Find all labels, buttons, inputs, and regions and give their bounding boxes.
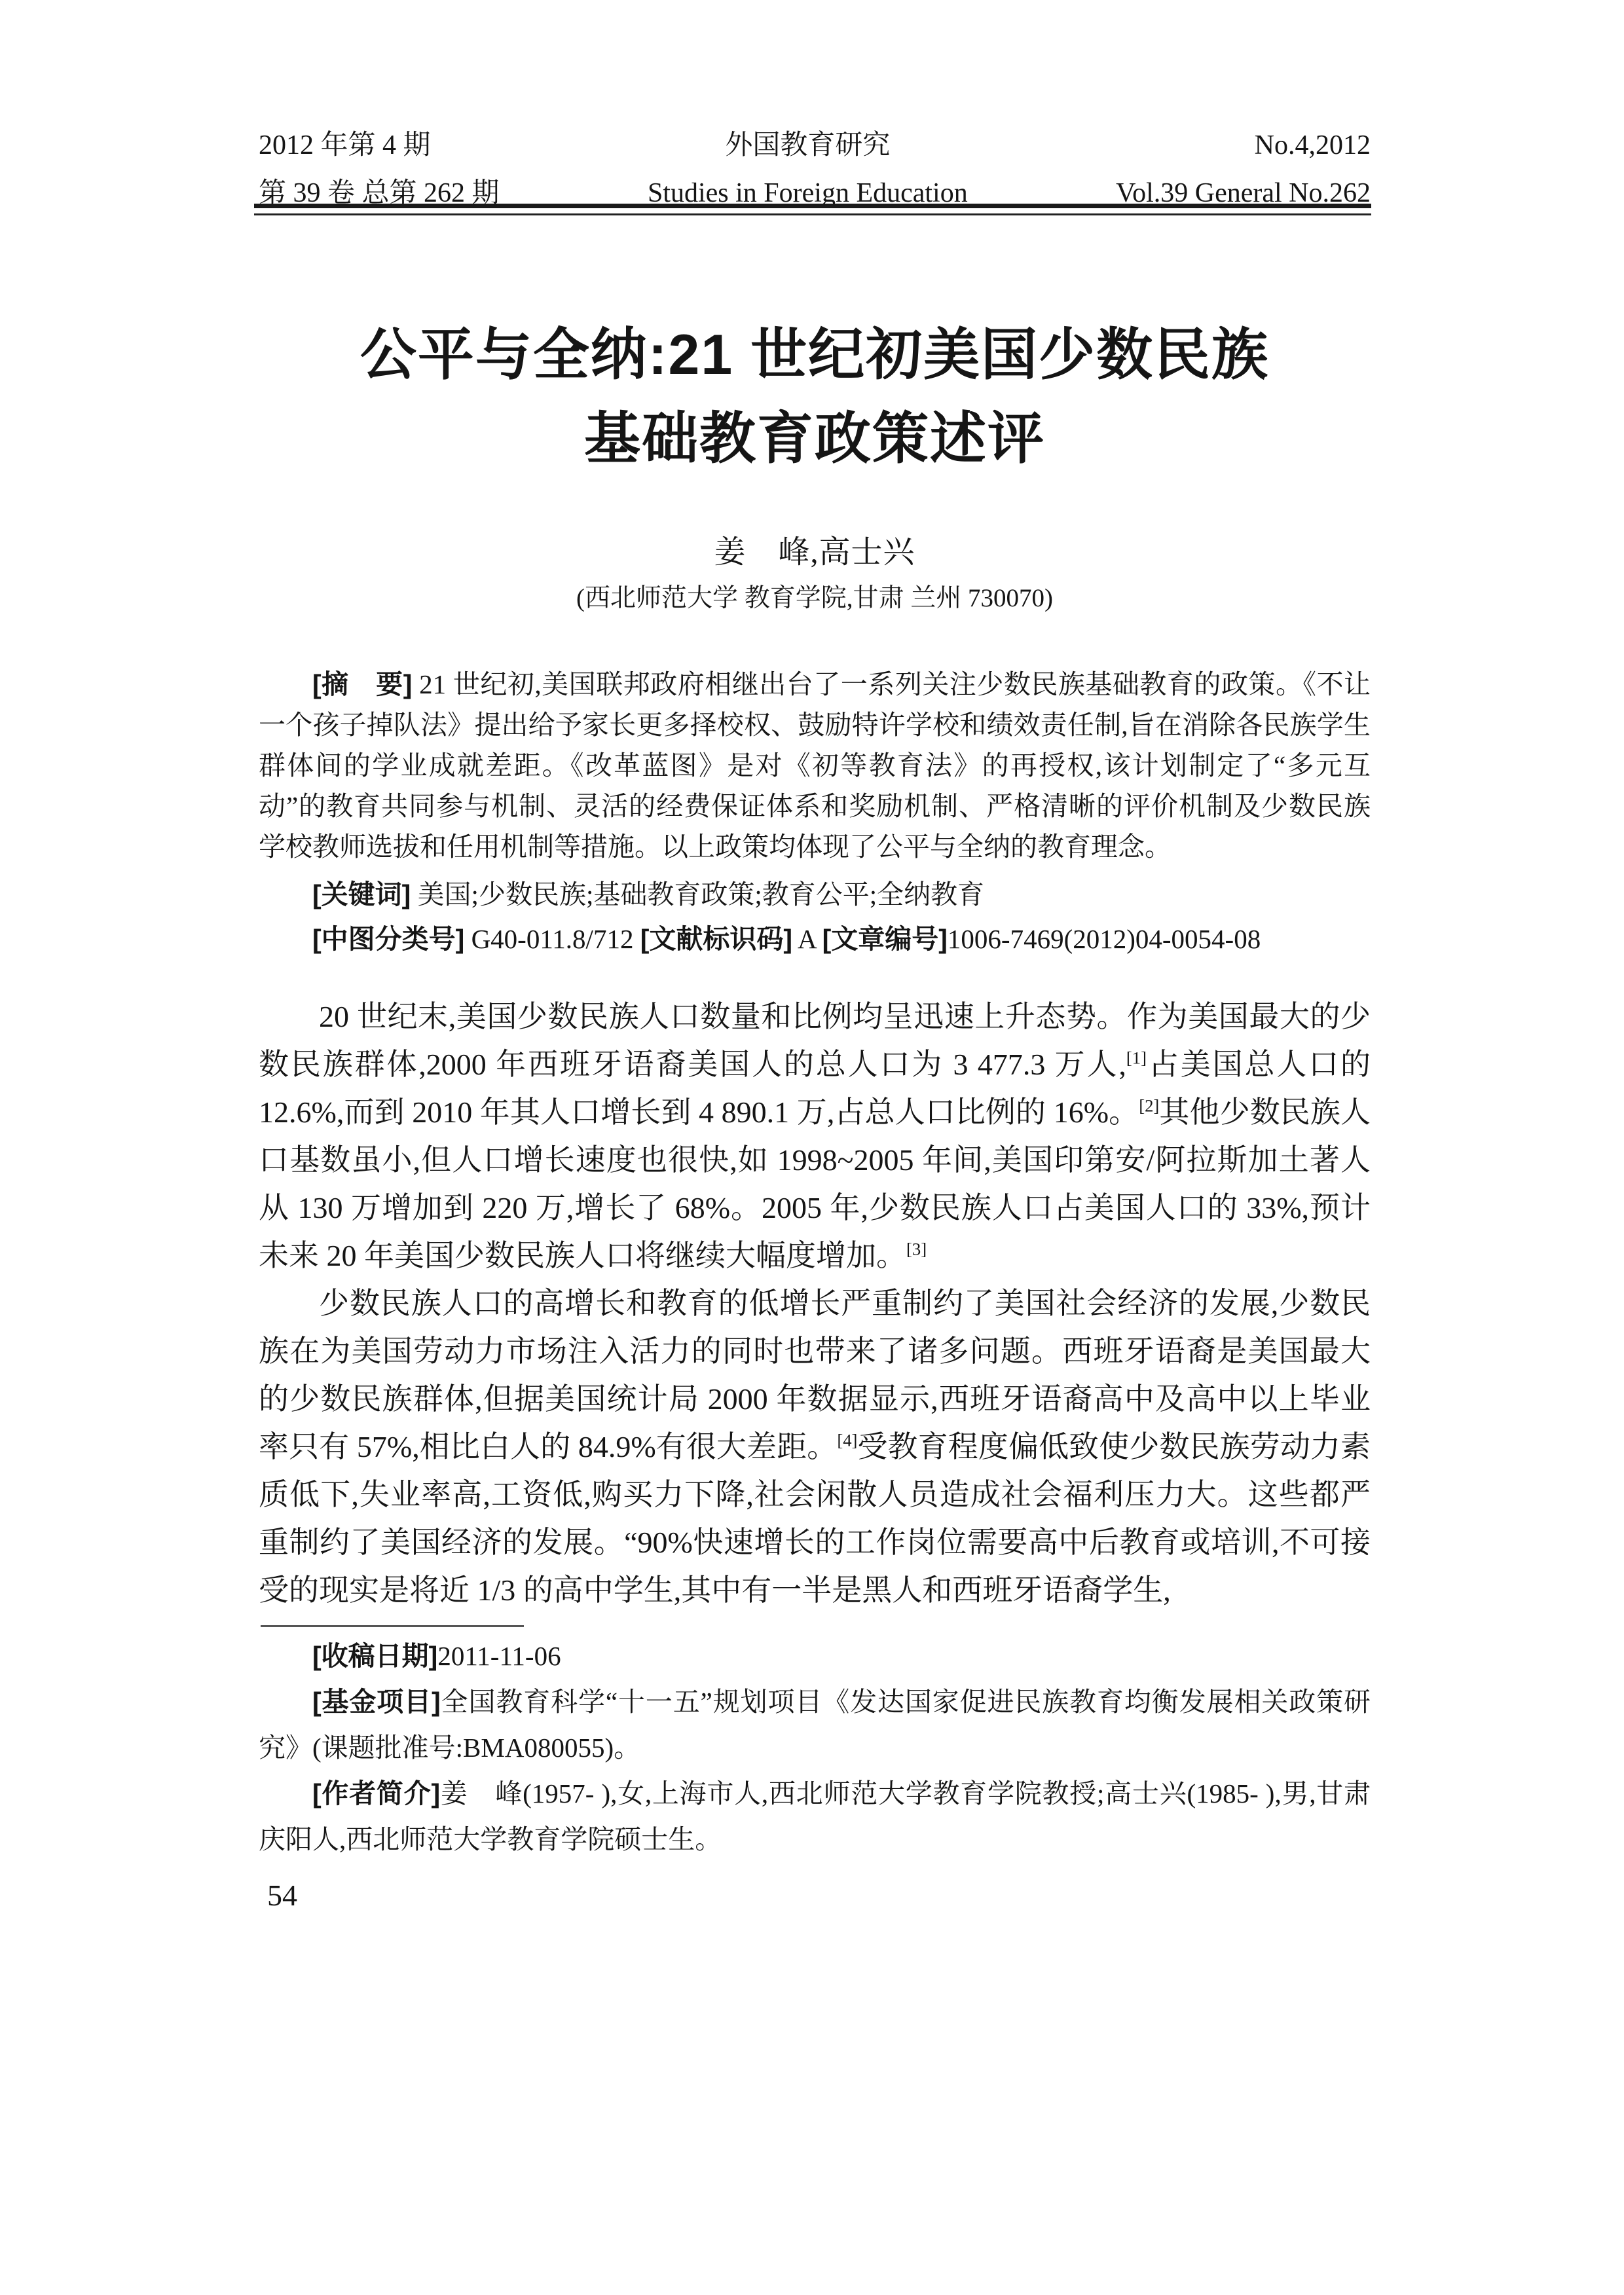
clc-line: [259, 921, 1371, 957]
author-bio-text: 姜 峰(1957- ),女,上海市人,西北师范大学教育学院教授;高士兴(1985- ),男,甘肃庆阳人,西北师范大学教育学院硕士生。: [259, 1778, 1371, 1854]
article-title-line1: 公平与全纳:21 世纪初美国少数民族: [360, 323, 1270, 386]
abstract-text: 21 世纪初,美国联邦政府相继出台了一系列关注少数民族基础教育的政策。《不让一个孩子掉队法》提出给予家长更多择校权、鼓励特许学校和绩效责任制,旨在消除各民族学生群体间的学业成就差距。《改革蓝图》是对《初等教育法》的再授权,该计划制定了“多元互动”的教育共同参与机制、灵活的经费保证体系和奖励机制、严格清晰的评价机制及少数民族学校教师选拔和任用机制等措施。以上政策均体现了公平与全纳的教育理念。: [259, 669, 1371, 862]
abstract-label: [摘 要]: [312, 669, 413, 699]
article-id-value: 1006-7469(2012)04-0054-08: [947, 924, 1261, 954]
doc-code-value: A: [792, 924, 822, 954]
footnotes: [259, 1633, 1371, 1862]
journal-name-en: Studies in Foreign Education: [647, 178, 968, 208]
fund-project: [259, 1679, 1371, 1771]
fund-project-label: [基金项目]: [312, 1687, 441, 1717]
doc-code-label: [文献标识码]: [640, 924, 793, 954]
abstract: [259, 664, 1371, 867]
clc-value: G40-011.8/712: [464, 924, 640, 954]
article-title: [259, 313, 1371, 481]
received-date-value: 2011-11-06: [437, 1641, 561, 1671]
journal-name-cn: 外国教育研究: [725, 130, 891, 160]
article-id-label: [文章编号]: [822, 924, 948, 954]
fund-project-text: 全国教育科学“十一五”规划项目《发达国家促进民族教育均衡发展相关政策研究》(课题批准号:BMA080055)。: [259, 1687, 1371, 1763]
author-bio: [259, 1771, 1371, 1862]
clc-label: [中图分类号]: [312, 924, 465, 954]
body-paragraph-2: 少数民族人口的高增长和教育的低增长严重制约了美国社会经济的发展,少数民族在为美国劳动力市场注入活力的同时也带来了诸多问题。西班牙语裔是美国最大的少数民族群体,但据美国统计局 2000 年数据显示,西班牙语裔高中及高中以上毕业率只有 57%,相比白人的 84.9%有很大差距。[4]受教育程度偏低致使少数民族劳动力素质低下,失业率高,工资低,购买力下降,社会闲散人员造成社会福利压力大。这些都严重制约了美国经济的发展。“90%快速增长的工作岗位需要高中后教育或培训,不可接受的现实是将近 1/3 的高中学生,其中有一半是黑人和西班牙语裔学生,: [259, 1287, 1371, 1607]
authors: 姜 峰,高士兴: [714, 535, 915, 570]
keywords-text: 美国;少数民族;基础教育政策;教育公平;全纳教育: [411, 879, 985, 909]
keywords-label: [关键词]: [312, 879, 411, 909]
keywords: [259, 876, 1371, 913]
header-vol-general: Vol.39 General No.262: [1116, 178, 1371, 208]
article-body: [259, 993, 1371, 1614]
footnote-separator: [261, 1625, 524, 1627]
author-bio-label: [作者简介]: [312, 1778, 441, 1808]
affiliation: (西北师范大学 教育学院,甘肃 兰州 730070): [576, 584, 1053, 612]
received-date-label: [收稿日期]: [312, 1641, 438, 1671]
body-paragraph-1: 20 世纪末,美国少数民族人口数量和比例均呈迅速上升态势。作为美国最大的少数民族群体,2000 年西班牙语裔美国人的总人口为 3 477.3 万人,[1]占美国总人口的 12.6%,而到 2010 年其人口增长到 4 890.1 万,占总人口比例的 16%。[2]其他少数民族人口基数虽小,但人口增长速度也很快,如 1998~2005 年间,美国印第安/阿拉斯加土著人从 130 万增加到 220 万,增长了 68%。2005 年,少数民族人口占美国人口的 33%,预计未来 20 年美国少数民族人口将继续大幅度增加。[3]: [259, 1000, 1371, 1272]
header-no-year: No.4,2012: [1254, 130, 1371, 160]
header-double-rule: [254, 204, 1371, 215]
header-year-issue: 2012 年第 4 期: [259, 130, 431, 160]
article-title-line2: 基础教育政策述评: [584, 407, 1045, 470]
received-date: [259, 1633, 1371, 1679]
page-number: 54: [267, 1879, 297, 1912]
header-volume-number: 第 39 卷 总第 262 期: [259, 178, 500, 208]
